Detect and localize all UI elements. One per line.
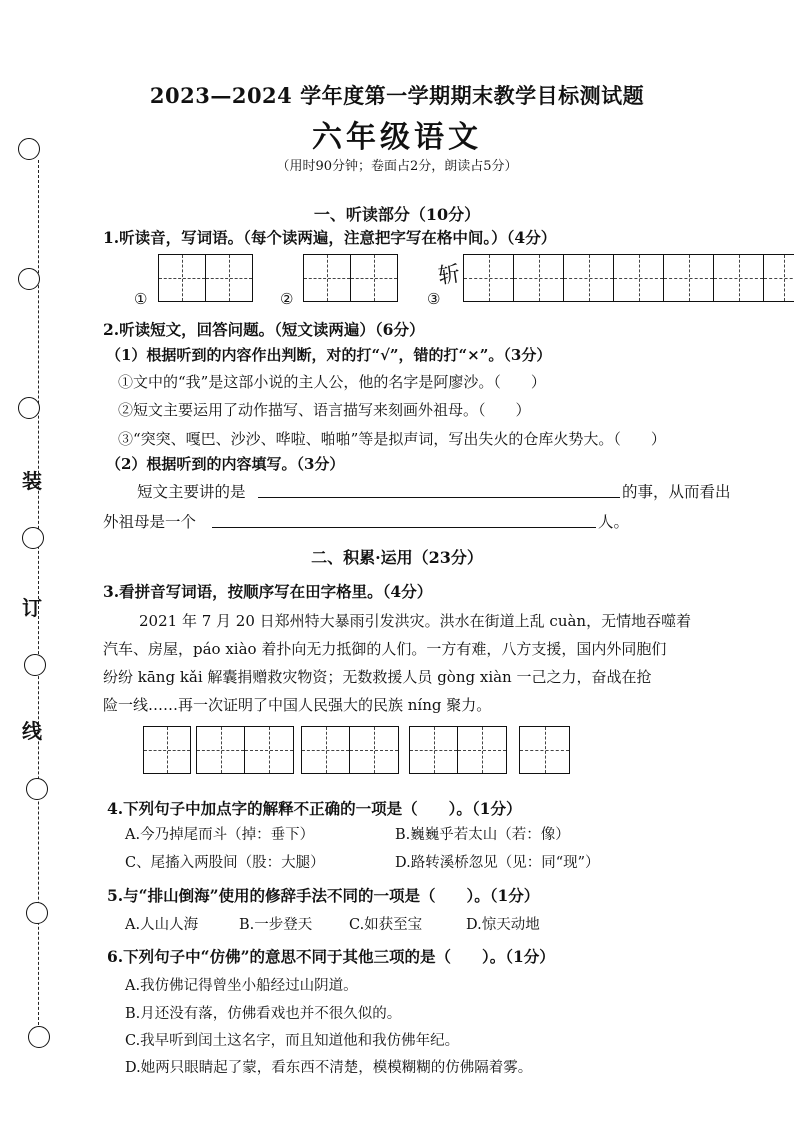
q4-option-a[interactable]: A.今乃掉尾而斗（掉：垂下） <box>125 827 315 843</box>
section1-heading: 一、听读部分（10分） <box>313 205 481 224</box>
q1-label-1: ① <box>134 290 148 308</box>
q3-answer-grid-5[interactable] <box>519 726 570 774</box>
q6-text: 6.下列句子中“仿佛”的意思不同于其他三项的是（ ）。（1分） <box>107 947 555 966</box>
q1-label-2: ② <box>280 290 294 308</box>
grid-cell[interactable] <box>714 255 764 301</box>
q1-label-3: ③ <box>427 290 441 308</box>
q2-part2: （2）根据听到的内容填写。（3分） <box>106 455 345 473</box>
q3-answer-grid-2[interactable] <box>196 726 294 774</box>
grid-cell[interactable] <box>514 255 564 301</box>
q2-item-1: ①文中的“我”是这部小说的主人公，他的名字是阿廖沙。（ ） <box>118 373 546 391</box>
grid-cell[interactable] <box>410 727 458 773</box>
q3-passage-line-3: 纷纷 kāng kǎi 解囊捐赠救灾物资；无数救援人员 gòng xiàn 一己之力，奋战在抢 <box>103 668 652 686</box>
grid-cell[interactable] <box>144 727 190 773</box>
q2-fill1-prefix: 短文主要讲的是 <box>137 483 246 501</box>
q5-option-c[interactable]: C.如获至宝 <box>349 917 423 933</box>
q4-option-b[interactable]: B.巍巍乎若太山（若：像） <box>395 827 570 843</box>
binding-hole <box>18 397 40 419</box>
binding-hole <box>26 778 48 800</box>
q3-answer-grid-3[interactable] <box>301 726 399 774</box>
q2-fill1-blank[interactable] <box>258 497 620 498</box>
q6-option-b[interactable]: B.月还没有落，仿佛看戏也并不很久似的。 <box>125 1006 402 1022</box>
exam-title: 2023—2024 学年度第一学期期末教学目标测试题 <box>149 83 645 108</box>
grid-cell[interactable] <box>564 255 614 301</box>
handwritten-mark: 斩 <box>436 261 462 290</box>
q6-option-c[interactable]: C.我早听到闰土这名字，而且知道他和我仿佛年纪。 <box>125 1033 460 1049</box>
q6-option-d[interactable]: D.她两只眼睛起了蒙，看东西不清楚，模模糊糊的仿佛隔着雾。 <box>125 1060 533 1076</box>
q3-answer-grid-4[interactable] <box>409 726 507 774</box>
grid-cell[interactable] <box>464 255 514 301</box>
grid-cell[interactable] <box>304 255 351 301</box>
q5-option-d[interactable]: D.惊天动地 <box>466 917 540 933</box>
q3-passage-line-2: 汽车、房屋，páo xiào 着扑向无力抵御的人们。一方有难，八方支援，国内外同胞们 <box>103 640 667 658</box>
q4-option-d[interactable]: D.路转溪桥忽见（见：同“现”） <box>395 855 600 871</box>
grid-cell[interactable] <box>350 727 398 773</box>
grid-cell[interactable] <box>351 255 397 301</box>
subject-title: 六年级语文 <box>312 120 482 155</box>
binding-char-ding: 订 <box>22 596 42 620</box>
grid-cell[interactable] <box>764 255 794 301</box>
q3-passage-line-1: 2021 年 7 月 20 日郑州特大暴雨引发洪灾。洪水在街道上乱 cuàn，无情地吞噬着 <box>139 612 692 630</box>
binding-hole <box>24 654 46 676</box>
q1-answer-grid-2[interactable] <box>303 254 398 302</box>
q3-passage-line-4: 险一线……再一次证明了中国人民强大的民族 níng 聚力。 <box>103 696 492 714</box>
q2-fill2-blank[interactable] <box>212 527 596 528</box>
q1-answer-grid-1[interactable] <box>158 254 253 302</box>
grid-cell[interactable] <box>520 727 569 773</box>
grid-cell[interactable] <box>458 727 506 773</box>
grid-cell[interactable] <box>664 255 714 301</box>
binding-hole <box>28 1026 50 1048</box>
q4-option-c[interactable]: C、尾搐入两股间（股：大腿） <box>125 855 325 871</box>
grid-cell[interactable] <box>159 255 206 301</box>
q3-text: 3.看拼音写词语，按顺序写在田字格里。（4分） <box>103 582 433 601</box>
grid-cell[interactable] <box>302 727 350 773</box>
q5-option-b[interactable]: B.一步登天 <box>239 917 313 933</box>
exam-note: （用时90分钟；卷面占2分，朗读占5分） <box>276 159 518 174</box>
binding-hole <box>26 902 48 924</box>
q1-text: 1.听读音，写词语。（每个读两遍，注意把字写在格中间。）（4分） <box>103 228 557 247</box>
grid-cell[interactable] <box>206 255 252 301</box>
binding-hole <box>18 268 40 290</box>
grid-cell[interactable] <box>197 727 245 773</box>
q2-item-3: ③“突突、嘎巴、沙沙、哗啦、啪啪”等是拟声词，写出失火的仓库火势大。（ ） <box>118 430 666 448</box>
binding-char-xian: 线 <box>22 719 42 743</box>
q2-fill2-suffix: 人。 <box>598 513 630 531</box>
q2-fill2-prefix: 外祖母是一个 <box>103 513 197 531</box>
section2-heading: 二、积累·运用（23分） <box>311 548 483 567</box>
q2-fill1-suffix: 的事，从而看出 <box>622 483 731 501</box>
grid-cell[interactable] <box>614 255 664 301</box>
q5-option-a[interactable]: A.人山人海 <box>125 917 199 933</box>
grid-cell[interactable] <box>245 727 293 773</box>
q2-item-2: ②短文主要运用了动作描写、语言描写来刻画外祖母。（ ） <box>118 401 531 419</box>
q2-text: 2.听读短文，回答问题。（短文读两遍）（6分） <box>103 320 425 339</box>
binding-char-zhuang: 装 <box>22 469 42 493</box>
q2-part1: （1）根据听到的内容作出判断，对的打“√”，错的打“×”。（3分） <box>106 346 552 364</box>
q4-text: 4.下列句子中加点字的解释不正确的一项是（ ）。（1分） <box>107 799 522 818</box>
q5-text: 5.与“排山倒海”使用的修辞手法不同的一项是（ ）。（1分） <box>107 886 540 905</box>
q3-answer-grid-1[interactable] <box>143 726 191 774</box>
q1-answer-grid-3[interactable] <box>463 254 794 302</box>
q6-option-a[interactable]: A.我仿佛记得曾坐小船经过山阴道。 <box>125 978 358 994</box>
